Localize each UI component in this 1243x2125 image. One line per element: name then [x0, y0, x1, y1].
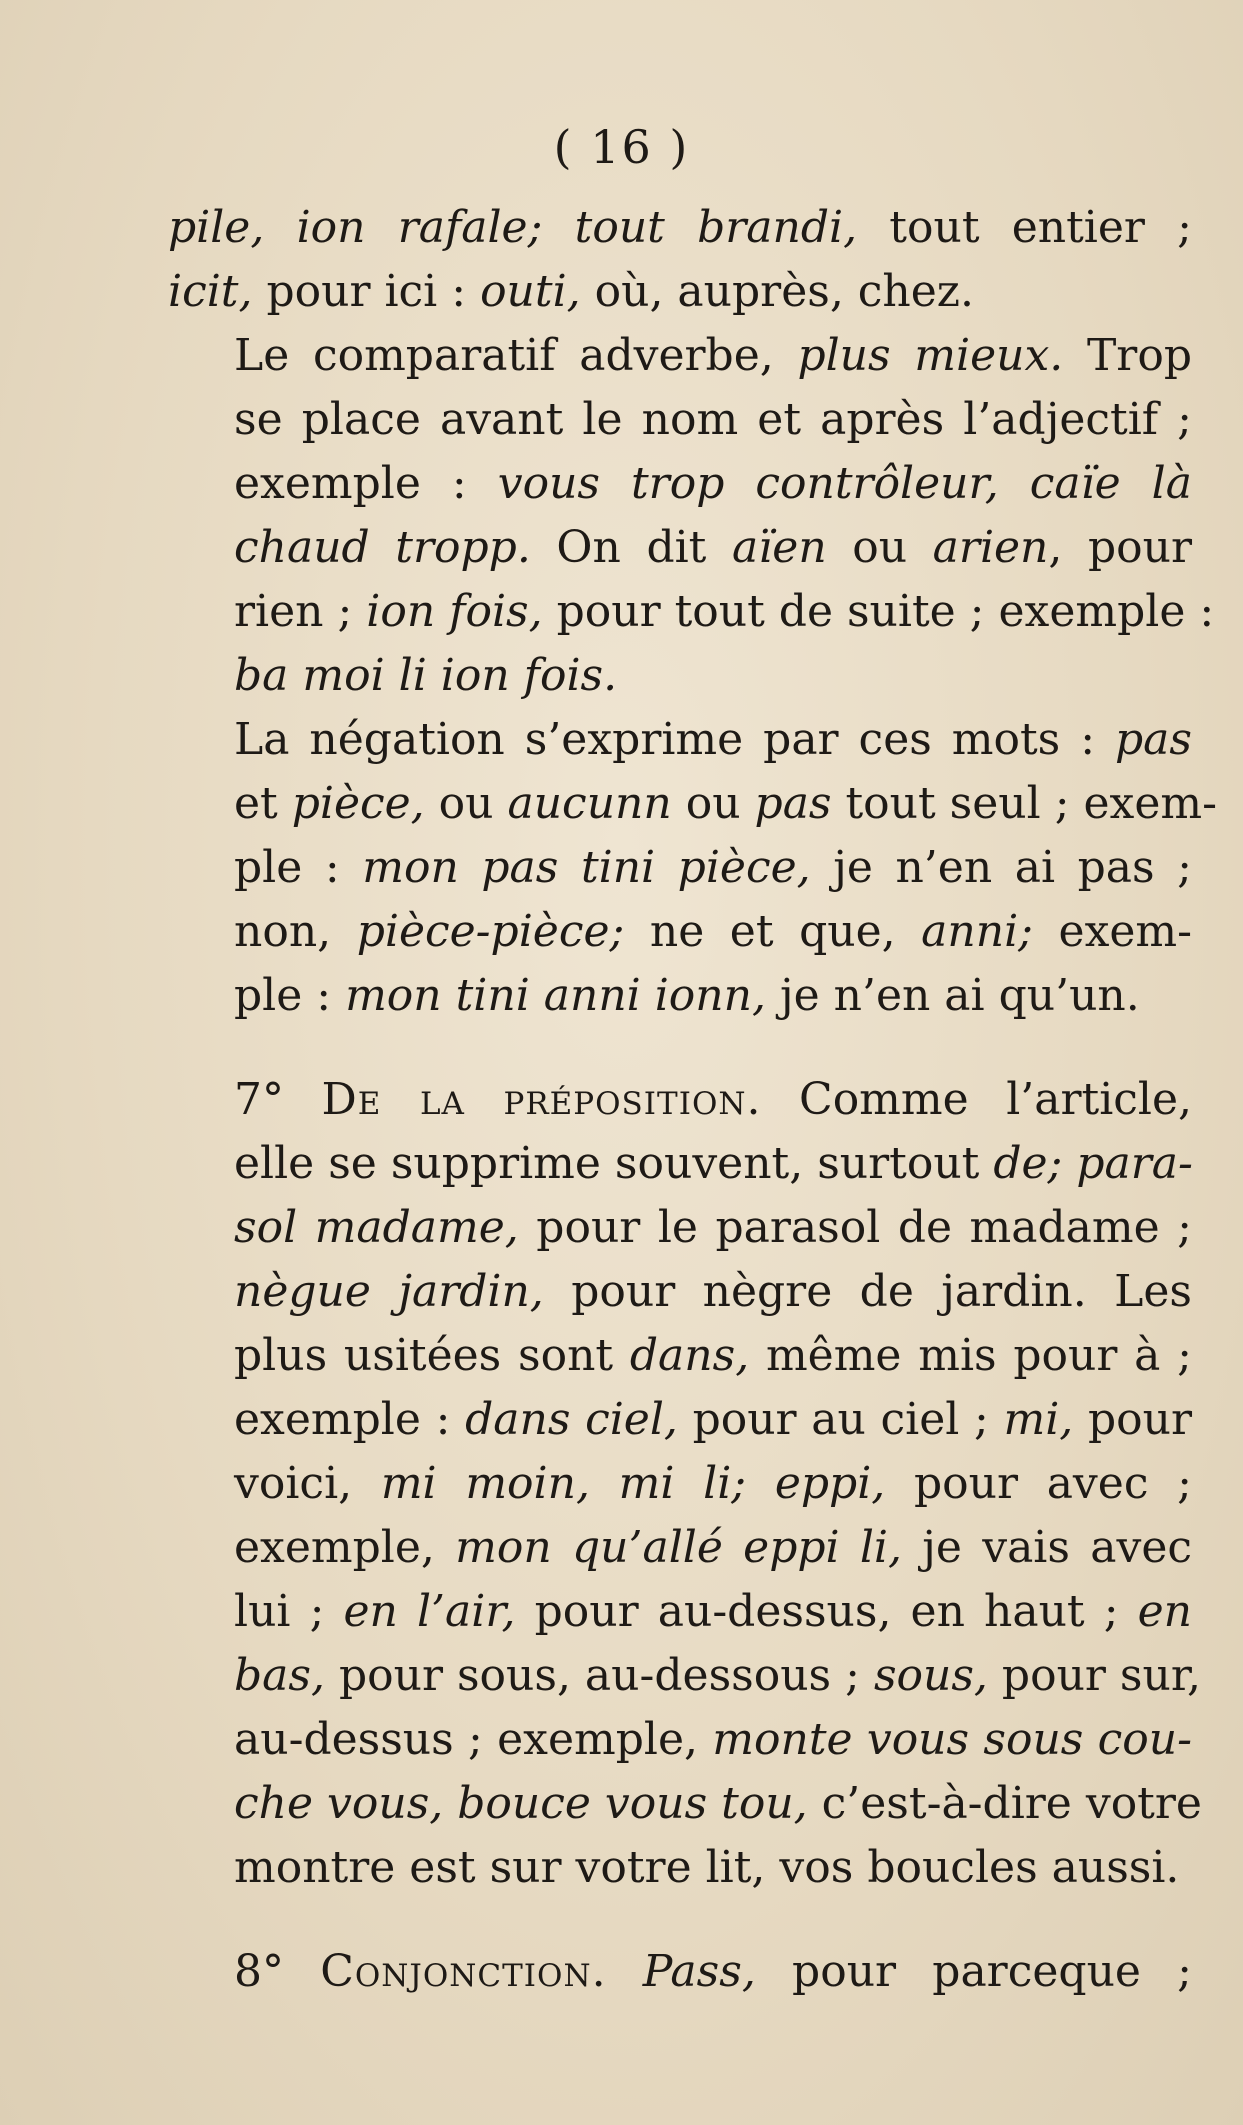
text-run: 8°	[234, 1946, 321, 1997]
text-run: exemple :	[234, 1394, 466, 1445]
italic-run: sous,	[873, 1650, 988, 1701]
italic-run: aucunn	[507, 778, 672, 829]
text-line	[168, 836, 1192, 900]
text-line	[168, 196, 1192, 260]
text-run: ple :	[234, 970, 346, 1021]
body-text	[168, 196, 1217, 2004]
italic-run: Pass,	[642, 1946, 756, 1997]
text-run: plus usitées sont	[234, 1330, 630, 1381]
text-run: pour nègre de jardin. Les	[543, 1266, 1192, 1317]
text-run: même mis pour à ;	[749, 1330, 1192, 1381]
text-line	[168, 388, 1192, 452]
text-run: pour au ciel ;	[677, 1394, 1004, 1445]
italic-run: plus mieux.	[797, 330, 1064, 381]
italic-run: dans ciel,	[465, 1394, 678, 1445]
italic-run: arien	[932, 522, 1049, 573]
text-run: voici,	[234, 1458, 381, 1509]
small-caps-heading: De la préposition.	[321, 1074, 762, 1125]
text-run: et	[234, 778, 292, 829]
italic-run: monte vous sous cou-	[712, 1714, 1192, 1765]
text-run: tout seul ; exem-	[831, 778, 1217, 829]
page-number: ( 16 )	[553, 120, 690, 174]
text-line	[168, 1196, 1192, 1260]
text-line	[168, 708, 1192, 772]
text-run: ou	[424, 778, 508, 829]
text-line	[168, 1580, 1192, 1644]
italic-run: mon pas tini pièce,	[362, 842, 811, 893]
paragraph-continuation	[168, 196, 1192, 324]
italic-run: pièce-pièce;	[356, 906, 625, 957]
text-run: pour avec ;	[885, 1458, 1192, 1509]
text-line	[168, 1940, 1192, 2004]
paragraph-preposition	[168, 1068, 1202, 1900]
text-run: au-dessus ; exemple,	[234, 1714, 713, 1765]
text-line	[168, 1772, 1202, 1836]
text-run: pour sur,	[987, 1650, 1202, 1701]
italic-run: en	[1137, 1586, 1193, 1637]
italic-run: mon qu’allé eppi li,	[455, 1522, 902, 1573]
italic-run: pas	[754, 778, 832, 829]
text-run: rien ;	[234, 586, 367, 637]
text-line	[168, 516, 1192, 580]
text-line	[168, 1644, 1202, 1708]
text-run: , pour	[1048, 522, 1192, 573]
italic-run: ba moi li ion fois.	[234, 650, 618, 701]
text-run: Le comparatif adverbe,	[234, 330, 798, 381]
text-line	[168, 1260, 1192, 1324]
text-run: La négation s’exprime par ces mots :	[234, 714, 1116, 765]
text-run: je n’en ai pas ;	[810, 842, 1193, 893]
text-run: Trop	[1063, 330, 1192, 381]
small-caps-heading: Conjonction.	[320, 1946, 607, 1997]
text-run: pour au-dessus, en haut ;	[515, 1586, 1138, 1637]
italic-run: pas	[1115, 714, 1192, 765]
text-run: pour tout de suite ; exemple :	[542, 586, 1215, 637]
text-line	[168, 900, 1192, 964]
text-line	[168, 1836, 1192, 1900]
italic-run: sol madame,	[234, 1202, 519, 1253]
text-run: c’est-à-dire votre	[807, 1778, 1202, 1829]
text-run: je vais avec	[902, 1522, 1192, 1573]
text-run: 7°	[234, 1074, 322, 1125]
text-line	[168, 1068, 1192, 1132]
text-run: exemple,	[234, 1522, 456, 1573]
text-line	[168, 1132, 1192, 1196]
text-line	[168, 1708, 1192, 1772]
italic-run: de; para-	[993, 1138, 1193, 1189]
text-line	[168, 1388, 1192, 1452]
text-line	[168, 452, 1192, 516]
text-line	[168, 260, 1192, 324]
text-line	[168, 1452, 1192, 1516]
paragraph-conjonction	[168, 1940, 1192, 2004]
text-line	[168, 772, 1217, 836]
text-line	[168, 964, 1192, 1028]
paragraph-comparatif	[168, 324, 1215, 708]
text-run: non,	[234, 906, 357, 957]
text-line	[168, 644, 1192, 708]
text-run: se place avant le nom et après l’adjectif ;	[234, 394, 1192, 445]
text-run: pour parceque ;	[755, 1946, 1192, 1997]
italic-run: aïen	[731, 522, 827, 573]
text-run: exemple :	[234, 458, 498, 509]
text-run: lui ;	[234, 1586, 344, 1637]
text-run: elle se supprime souvent, surtout	[234, 1138, 994, 1189]
italic-run: mi,	[1003, 1394, 1074, 1445]
text-run: Comme l’article,	[761, 1074, 1193, 1125]
italic-run: chaud tropp.	[234, 522, 531, 573]
text-run: je n’en ai qu’un.	[765, 970, 1140, 1021]
italic-run: dans,	[629, 1330, 750, 1381]
italic-run: nègue jardin,	[234, 1266, 544, 1317]
text-run	[607, 1946, 643, 1997]
italic-run: mi moin, mi li; eppi,	[380, 1458, 886, 1509]
text-run: On dit	[530, 522, 732, 573]
text-run: tout entier ;	[857, 202, 1192, 253]
italic-run: outi,	[480, 266, 581, 317]
italic-run: vous trop contrôleur, caïe là	[497, 458, 1192, 509]
italic-run: en l’air,	[343, 1586, 516, 1637]
paragraph-negation	[168, 708, 1217, 1028]
text-run: pour le parasol de madame ;	[518, 1202, 1193, 1253]
text-run: où, auprès, chez.	[580, 266, 974, 317]
text-run: ne et que,	[624, 906, 922, 957]
text-run: montre est sur votre lit, vos boucles aussi.	[234, 1842, 1180, 1893]
italic-run: pile, ion rafale; tout brandi,	[168, 202, 858, 253]
italic-run: icit,	[168, 266, 253, 317]
text-run: ple :	[234, 842, 363, 893]
italic-run: bas,	[234, 1650, 325, 1701]
text-line	[168, 1324, 1192, 1388]
text-line	[168, 1516, 1192, 1580]
italic-run: ion fois,	[366, 586, 543, 637]
text-run: pour sous, au-dessous ;	[324, 1650, 874, 1701]
text-line	[168, 324, 1192, 388]
italic-run: mon tini anni ionn,	[345, 970, 766, 1021]
text-run: exem-	[1032, 906, 1193, 957]
italic-run: pièce,	[291, 778, 425, 829]
italic-run: anni;	[921, 906, 1033, 957]
text-run: pour ici :	[252, 266, 481, 317]
text-line	[168, 580, 1215, 644]
italic-run: che vous, bouce vous tou,	[234, 1778, 808, 1829]
text-run: pour	[1073, 1394, 1192, 1445]
text-run: ou	[826, 522, 933, 573]
text-run: ou	[671, 778, 755, 829]
